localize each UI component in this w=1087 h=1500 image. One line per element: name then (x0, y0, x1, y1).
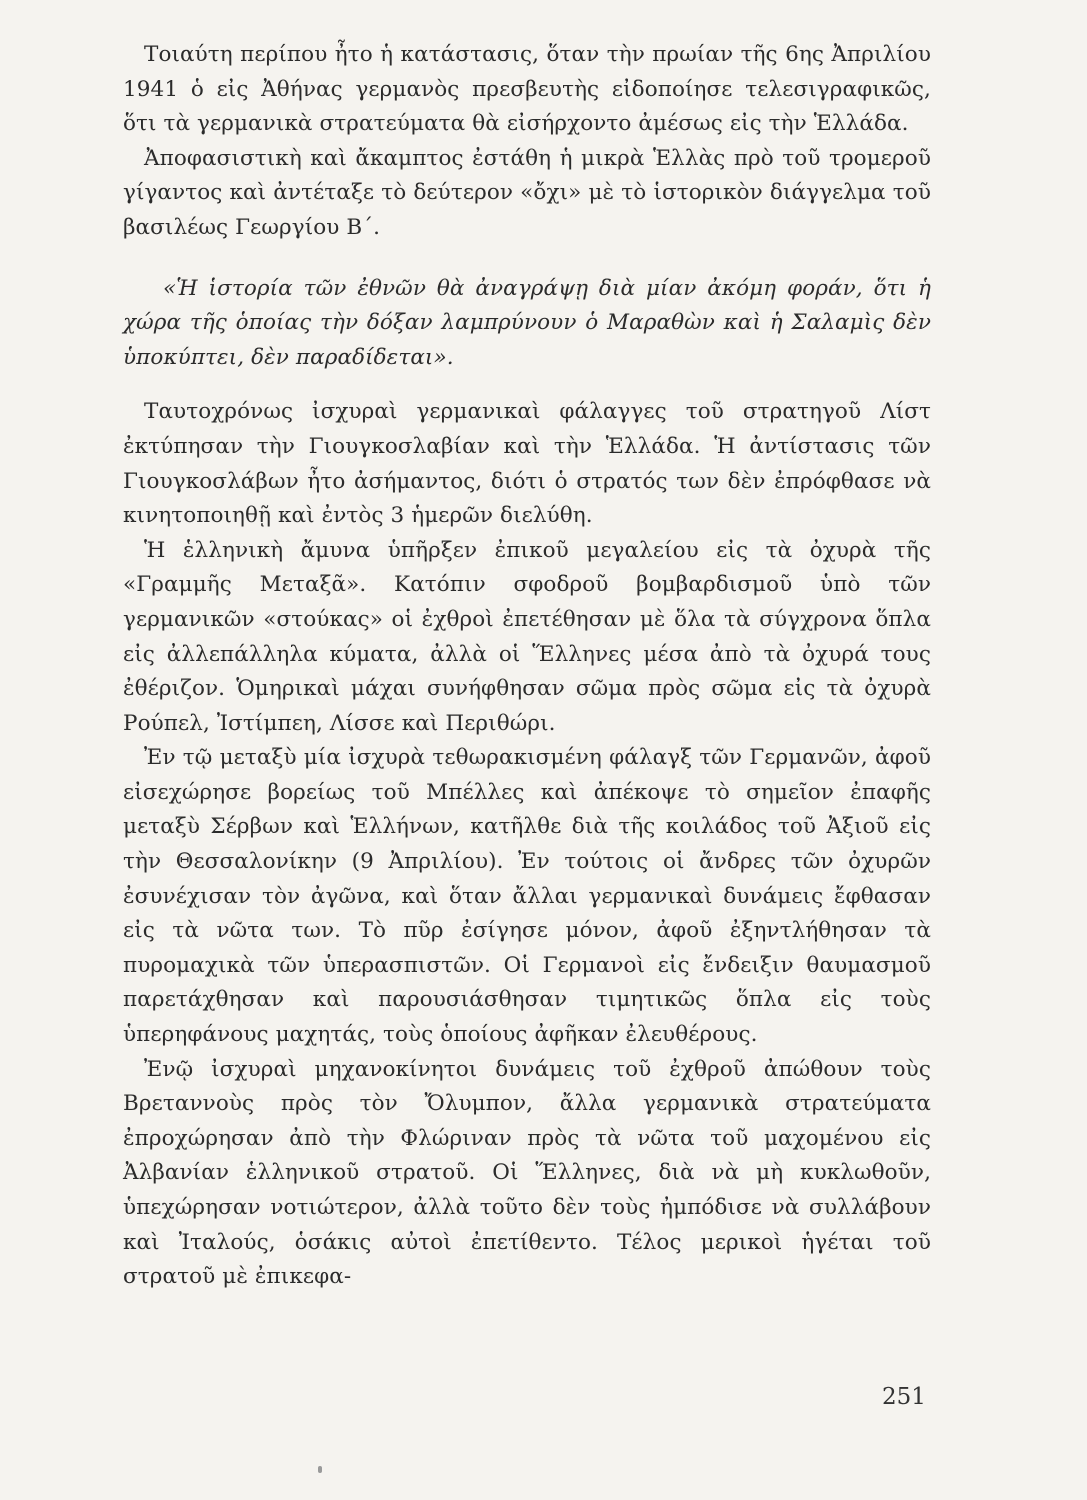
paragraph-metaxas-line: Ἡ ἑλληνικὴ ἄμυνα ὑπῆρξεν ἐπικοῦ μεγαλείου εἰς τὰ ὀχυρὰ τῆς «Γραμμῆς Μεταξᾶ». Κατόπιν σφοδροῦ βομβαρδισμοῦ ὑπὸ τῶν γερμανικῶν «στούκας» οἱ ἐχθροὶ ἐπετέθησαν μὲ ὅλα τὰ σύγχρονα ὅπλα εἰς ἀλλεπάλληλα κύματα, ἀλλὰ οἱ Ἕλληνες μέσα ἀπὸ τὰ ὀχυρά τους ἐθέριζον. Ὁμηρικαὶ μάχαι συνήφθησαν σῶμα πρὸς σῶμα εἰς τὰ ὀχυρὰ Ρούπελ, Ἰστίμπεη, Λίσσε καὶ Περιθώρι. (123, 537, 931, 736)
print-speck (318, 1466, 322, 1473)
paragraph-second-no: Ἀποφασιστικὴ καὶ ἄκαμπτος ἐστάθη ἡ μικρὰ Ἑλλὰς πρὸ τοῦ τρομεροῦ γίγαντος καὶ ἀντέταξε τὸ δεύτερον «ὄχι» μὲ τὸ ἱστορικὸν διάγγελμα τοῦ βασιλέως Γεωργίου Β΄. (123, 145, 931, 240)
body-text (123, 38, 931, 1295)
page-number: 251 (882, 1384, 926, 1410)
royal-proclamation-quote: «Ἡ ἱστορία τῶν ἐθνῶν θὰ ἀναγράψῃ διὰ μίαν ἀκόμη φοράν, ὅτι ἡ χώρα τῆς ὁποίας τὴν δόξαν λαμπρύνουν ὁ Μαραθὼν καὶ ἡ Σαλαμὶς δὲν ὑποκύπτει, δὲν παραδίδεται». (123, 275, 931, 370)
paragraph-thessaloniki: Ἐν τῷ μεταξὺ μία ἰσχυρὰ τεθωρακισμένη φάλαγξ τῶν Γερμανῶν, ἀφοῦ εἰσεχώρησε βορείως τοῦ Μπέλλες καὶ ἀπέκοψε τὸ σημεῖον ἐπαφῆς μεταξὺ Σέρβων καὶ Ἑλλήνων, κατῆλθε διὰ τῆς κοιλάδος τοῦ Ἀξιοῦ εἰς τὴν Θεσσαλονίκην (9 Ἀπριλίου). Ἐν τούτοις οἱ ἄνδρες τῶν ὀχυρῶν ἐσυνέχισαν τὸν ἀγῶνα, καὶ ὅταν ἄλλαι γερμανικαὶ δυνάμεις ἔφθασαν εἰς τὰ νῶτα των. Τὸ πῦρ ἐσίγησε μόνον, ἀφοῦ ἐξηντλήθησαν τὰ πυρομαχικὰ τῶν ὑπερασπιστῶν. Οἱ Γερμανοὶ εἰς ἔνδειξιν θαυμασμοῦ παρετάχθησαν καὶ παρουσιάσθησαν τιμητικῶς ὅπλα εἰς τοὺς ὑπερηφάνους μαχητάς, τοὺς ὁποίους ἀφῆκαν ἐλευθέρους. (123, 745, 931, 1048)
paragraph-german-columns: Ταυτοχρόνως ἰσχυραὶ γερμανικαὶ φάλαγγες τοῦ στρατηγοῦ Λίστ ἐκτύπησαν τὴν Γιουγκοσλαβίαν καὶ τὴν Ἑλλάδα. Ἡ ἀντίστασις τῶν Γιουγκοσλάβων ἦτο ἀσήμαντος, διότι ὁ στρατός των δὲν ἐπρόφθασε νὰ κινητοποιηθῇ καὶ ἐντὸς 3 ἡμερῶν διελύθη. (123, 399, 931, 529)
paragraph-retreat: Ἐνῷ ἰσχυραὶ μηχανοκίνητοι δυνάμεις τοῦ ἐχθροῦ ἀπώθουν τοὺς Βρεταννοὺς πρὸς τὸν Ὄλυμπον, ἄλλα γερμανικὰ στρατεύματα ἐπροχώρησαν ἀπὸ τὴν Φλώριναν πρὸς τὰ νῶτα τοῦ μαχομένου εἰς Ἀλβανίαν ἑλληνικοῦ στρατοῦ. Οἱ Ἕλληνες, διὰ νὰ μὴ κυκλωθοῦν, ὑπεχώρησαν νοτιώτερον, ἀλλὰ τοῦτο δὲν τοὺς ἠμπόδισε νὰ συλλάβουν καὶ Ἰταλούς, ὁσάκις αὐτοὶ ἐπετίθεντο. Τέλος μερικοὶ ἡγέται τοῦ στρατοῦ μὲ ἐπικεφα- (123, 1056, 931, 1290)
paragraph-ultimatum: Τοιαύτη περίπου ἦτο ἡ κατάστασις, ὅταν τὴν πρωίαν τῆς 6ης Ἀπριλίου 1941 ὁ εἰς Ἀθήνας γερμανὸς πρεσβευτὴς εἰδοποίησε τελεσιγραφικῶς, ὅτι τὰ γερμανικὰ στρατεύματα θὰ εἰσήρχοντο ἀμέσως εἰς τὴν Ἑλλάδα. (123, 42, 931, 137)
